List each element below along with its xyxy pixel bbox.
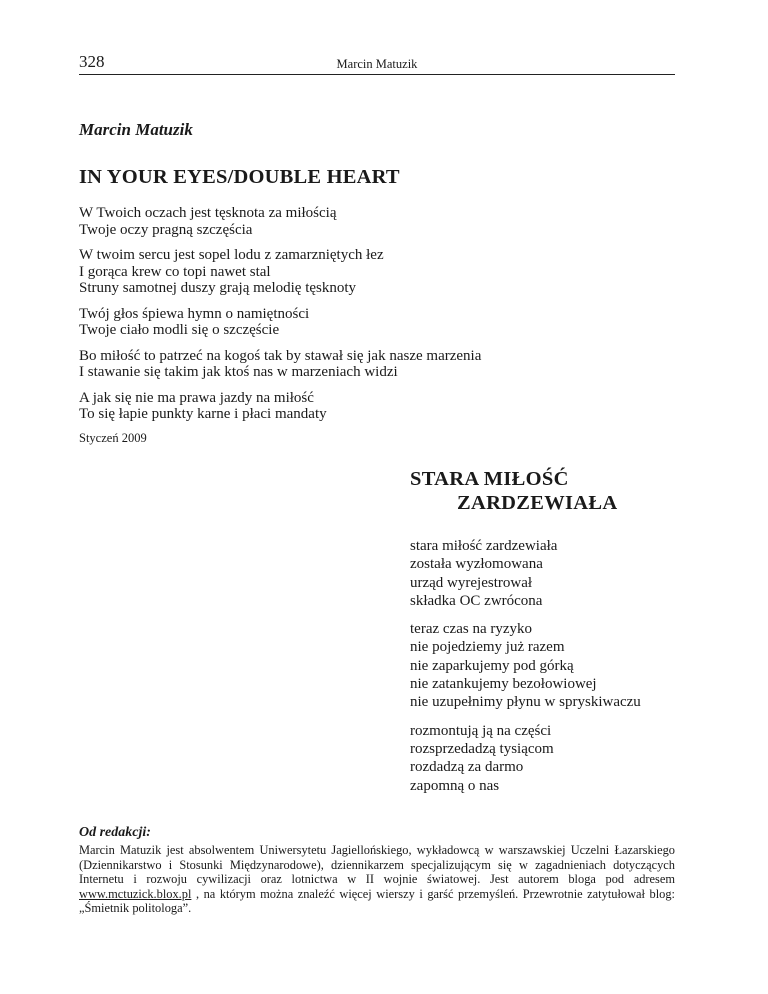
poem-line: nie uzupełnimy płynu w spryskiwaczu: [410, 694, 641, 711]
poem-stanza: [410, 537, 710, 610]
poem-line: urząd wyrejestrował: [410, 574, 533, 591]
poem-line: nie zatankujemy bezołowiowej: [410, 676, 597, 693]
poem-line: składka OC zwrócona: [410, 592, 543, 609]
poem-title-line: STARA MIŁOŚĆ: [410, 468, 569, 490]
poem-line: I gorąca krew co topi nawet stal: [79, 263, 271, 280]
poem-stanza: [79, 306, 699, 339]
poem-title-line: ZARDZEWIAŁA: [457, 492, 618, 514]
poem-stanza: [79, 390, 699, 423]
poem-stanza: [79, 247, 699, 297]
poem-line: To się łapie punkty karne i płaci mandaty: [79, 406, 327, 422]
poem-line: rozdadzą za darmo: [410, 759, 524, 776]
editorial-note-body: [79, 843, 675, 916]
poem-stanza: [79, 205, 699, 238]
poem-stanza: [410, 620, 710, 711]
poem-title: [410, 467, 618, 515]
poem-line: Twój głos śpiewa hymn o namiętności: [79, 305, 310, 322]
poem-line: Bo miłość to patrzeć na kogoś tak by stawał się jak nasze marzenia: [79, 347, 482, 364]
editorial-note-text: , na którym można znaleźć więcej wierszy i garść przemyśleń. Przewrotnie zatytułował blog: „Śmietnik politologa”.: [79, 886, 675, 916]
poem-line: Struny samotnej duszy grają melodię tęsknoty: [79, 280, 357, 296]
poem-title: IN YOUR EYES/DOUBLE HEART: [79, 166, 400, 188]
poem-body: [79, 205, 699, 432]
poem-line: nie pojedziemy już razem: [410, 639, 565, 656]
poem-line: W twoim sercu jest sopel lodu z zamarzniętych łez: [79, 247, 384, 263]
poem-stanza: [410, 722, 710, 795]
poem-line: rozmontują ją na części: [410, 722, 552, 739]
poem-date: Styczeń 2009: [79, 431, 147, 445]
editorial-note-text: Marcin Matuzik jest absolwentem Uniwersytetu Jagiellońskiego, wykładowcą w warszawskiej Uczelni Łazarskiego (Dziennikarstwo i Stosunki Międzynarodowe), dziennikarzem specjalizującym się w zagadnieniach dotyczących Internetu i rozwoju cywilizacji oraz lotnictwa w II wojnie światowej. Jest autorem bloga pod adresem: [79, 843, 675, 887]
author-name: Marcin Matuzik: [79, 120, 193, 139]
blog-link[interactable]: www.mctuzick.blox.pl: [79, 886, 192, 901]
poem-body: [410, 537, 710, 805]
editorial-note-heading: Od redakcji:: [79, 825, 151, 840]
editorial-note: [79, 825, 675, 916]
poem-line: I stawanie się takim jak ktoś nas w marzeniach widzi: [79, 364, 398, 380]
poem-line: zapomną o nas: [410, 777, 500, 794]
poem-line: Twoje oczy pragną szczęścia: [79, 221, 253, 238]
poem-line: nie zaparkujemy pod górką: [410, 657, 574, 674]
poem-line: A jak się nie ma prawa jazdy na miłość: [79, 389, 314, 406]
poem-line: Twoje ciało modli się o szczęście: [79, 322, 280, 338]
running-title: Marcin Matuzik: [336, 57, 418, 71]
poem-line: stara miłość zardzewiała: [410, 538, 558, 554]
poem-line: rozsprzedadzą tysiącom: [410, 740, 554, 757]
poem-line: W Twoich oczach jest tęsknota za miłością: [79, 205, 337, 221]
poem-line: została wyzłomowana: [410, 556, 543, 573]
poem-stanza: [79, 348, 699, 381]
running-head: [79, 52, 675, 75]
poem-line: teraz czas na ryzyko: [410, 621, 533, 638]
page-number: 328: [79, 52, 105, 71]
